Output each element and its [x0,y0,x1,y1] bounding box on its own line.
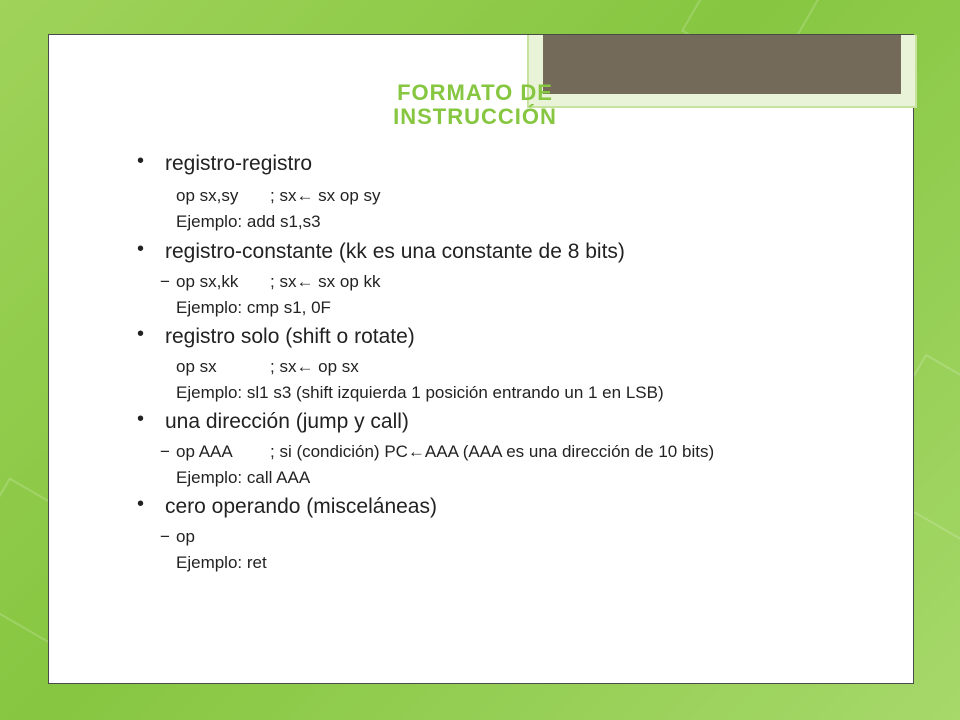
bullet-marker: • [137,238,145,260]
item-example: Ejemplo: sl1 s3 (shift izquierda 1 posición entrando un 1 en LSB) [176,383,664,402]
bullet-marker: • [137,150,145,172]
dash-marker: − [160,527,170,546]
bullet-marker: • [137,323,145,345]
item-code: op sx,sy [176,186,239,205]
slide-title [330,81,620,129]
item-heading: registro solo (shift o rotate) [165,325,415,348]
dash-marker: − [160,442,170,461]
item-heading: una dirección (jump y call) [165,410,409,433]
item-code: op sx [176,357,217,376]
item-comment: ; sx← op sx [270,357,359,376]
item-comment: ; sx← sx op sy [270,186,381,205]
item-example: Ejemplo: add s1,s3 [176,212,321,231]
item-example: Ejemplo: ret [176,553,267,572]
item-code: op [176,527,195,546]
item-code: op sx,kk [176,272,239,291]
item-example: Ejemplo: cmp s1, 0F [176,298,331,317]
slide-title-line-1: FORMATO DE [397,80,553,105]
item-heading: registro-registro [165,152,313,175]
item-comment: ; si (condición) PC←AAA (AAA es una dirección de 10 bits) [270,442,715,461]
bullet-marker: • [137,408,145,430]
item-heading: registro-constante (kk es una constante de 8 bits) [165,240,625,263]
item-code: op AAA [176,442,233,461]
item-example: Ejemplo: call AAA [176,468,311,487]
item-comment: ; sx← sx op kk [270,272,381,291]
bullet-marker: • [137,493,145,515]
dash-marker: − [160,272,170,291]
slide-title-line-2: INSTRUCCIÓN [393,104,557,129]
item-heading: cero operando (misceláneas) [165,495,437,518]
